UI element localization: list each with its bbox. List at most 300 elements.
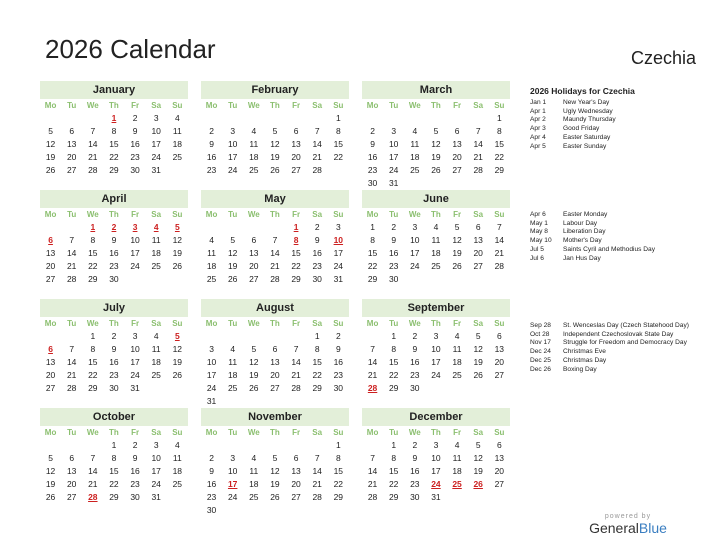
week-row bbox=[201, 125, 349, 138]
holiday-date: Apr 6 bbox=[530, 211, 546, 218]
day: 18 bbox=[172, 466, 183, 476]
day: 8 bbox=[496, 126, 502, 136]
day: 26 bbox=[172, 261, 183, 271]
week-row bbox=[362, 343, 510, 356]
day: 13 bbox=[291, 139, 301, 149]
day: 29 bbox=[109, 165, 119, 175]
day: 31 bbox=[151, 165, 161, 175]
holiday-item bbox=[530, 220, 700, 229]
empty-day bbox=[167, 382, 188, 395]
holiday-day: 17 bbox=[227, 479, 238, 489]
day: 30 bbox=[410, 383, 420, 393]
day: 27 bbox=[494, 479, 505, 489]
empty-day bbox=[286, 439, 307, 452]
day: 22 bbox=[88, 370, 98, 380]
holiday-item bbox=[530, 143, 700, 152]
day: 17 bbox=[410, 248, 420, 258]
day: 7 bbox=[496, 222, 502, 232]
week-row bbox=[362, 221, 510, 234]
day: 27 bbox=[45, 383, 56, 393]
empty-day bbox=[489, 491, 510, 504]
day: 16 bbox=[312, 248, 322, 258]
weekday-label: Su bbox=[333, 428, 344, 437]
day: 8 bbox=[90, 235, 96, 245]
holiday-date: May 10 bbox=[530, 237, 552, 245]
day: 27 bbox=[452, 165, 462, 175]
holiday-day: 25 bbox=[452, 479, 462, 489]
empty-day bbox=[362, 330, 383, 343]
day: 7 bbox=[293, 344, 299, 354]
weekday-label: Fr bbox=[131, 319, 140, 328]
weekday-label: Sa bbox=[312, 319, 323, 328]
day: 8 bbox=[314, 344, 320, 354]
day: 25 bbox=[431, 261, 441, 271]
day: 23 bbox=[206, 492, 217, 502]
day: 5 bbox=[230, 235, 236, 245]
week-row bbox=[201, 112, 349, 125]
week-row bbox=[201, 221, 349, 234]
day: 22 bbox=[388, 479, 399, 489]
weekday-header bbox=[40, 426, 188, 439]
weekday-label: Th bbox=[109, 319, 119, 328]
day: 30 bbox=[410, 492, 420, 502]
day: 25 bbox=[151, 261, 161, 271]
week-row bbox=[40, 138, 188, 151]
day: 12 bbox=[45, 466, 56, 476]
day: 13 bbox=[473, 235, 483, 245]
day: 6 bbox=[293, 126, 299, 136]
holiday-item bbox=[530, 246, 700, 255]
month-may bbox=[201, 190, 349, 286]
month-march bbox=[362, 81, 510, 190]
weekday-label: Su bbox=[172, 319, 183, 328]
day: 17 bbox=[206, 370, 217, 380]
day: 17 bbox=[227, 152, 238, 162]
day: 12 bbox=[270, 466, 280, 476]
empty-day bbox=[125, 273, 146, 286]
day: 21 bbox=[312, 152, 322, 162]
day: 2 bbox=[412, 440, 418, 450]
day: 2 bbox=[209, 453, 214, 463]
page-title: 2026 Calendar bbox=[45, 34, 216, 64]
day: 3 bbox=[412, 222, 418, 232]
day: 8 bbox=[335, 126, 341, 136]
weekday-label: Mo bbox=[44, 101, 57, 110]
day: 13 bbox=[494, 344, 505, 354]
day: 13 bbox=[249, 248, 259, 258]
holiday-name: Struggle for Freedom and Democracy Day bbox=[563, 339, 687, 347]
weekday-label: Su bbox=[494, 319, 505, 328]
week-row bbox=[201, 234, 349, 247]
holiday-day: 1 bbox=[111, 113, 117, 123]
day: 30 bbox=[206, 505, 217, 515]
day: 29 bbox=[291, 274, 301, 284]
day: 2 bbox=[209, 126, 214, 136]
day: 27 bbox=[270, 383, 280, 393]
weekday-label: Th bbox=[270, 101, 280, 110]
week-row bbox=[362, 234, 510, 247]
week-row bbox=[201, 491, 349, 504]
empty-day bbox=[222, 221, 243, 234]
weekday-label: Tu bbox=[228, 101, 238, 110]
month-july bbox=[40, 299, 188, 395]
day: 18 bbox=[151, 357, 161, 367]
month-header: October bbox=[40, 408, 188, 426]
holiday-name: Saints Cyril and Methodius Day bbox=[563, 245, 655, 253]
holiday-day: 28 bbox=[88, 492, 98, 502]
day: 21 bbox=[88, 152, 98, 162]
day: 9 bbox=[412, 453, 418, 463]
day: 13 bbox=[291, 466, 301, 476]
holidays-title: 2026 Holidays for Czechia bbox=[530, 86, 635, 96]
country-name: Czechia bbox=[630, 48, 696, 68]
empty-day bbox=[61, 439, 82, 452]
day: 16 bbox=[206, 152, 217, 162]
weekday-label: We bbox=[247, 101, 260, 110]
day: 9 bbox=[209, 139, 214, 149]
day: 21 bbox=[291, 370, 301, 380]
empty-day bbox=[307, 112, 328, 125]
empty-day bbox=[243, 395, 264, 408]
week-row bbox=[201, 478, 349, 491]
day: 11 bbox=[452, 344, 462, 354]
day: 14 bbox=[473, 139, 483, 149]
day: 12 bbox=[431, 139, 441, 149]
month-december bbox=[362, 408, 510, 504]
weekday-label: Mo bbox=[44, 319, 57, 328]
weekday-label: Tu bbox=[389, 319, 399, 328]
weekday-label: Sa bbox=[151, 428, 162, 437]
day: 30 bbox=[333, 383, 344, 393]
day: 8 bbox=[111, 126, 117, 136]
empty-day bbox=[489, 177, 510, 190]
weekday-label: We bbox=[408, 428, 421, 437]
weekday-label: Fr bbox=[131, 210, 140, 219]
day: 15 bbox=[333, 466, 344, 476]
weekday-header bbox=[40, 99, 188, 112]
day: 7 bbox=[69, 344, 75, 354]
day: 8 bbox=[90, 344, 96, 354]
holiday-name: Labour Day bbox=[563, 219, 598, 227]
week-row bbox=[362, 260, 510, 273]
brand-logo bbox=[588, 513, 668, 536]
day: 4 bbox=[454, 331, 460, 341]
weekday-header bbox=[201, 426, 349, 439]
month-september bbox=[362, 299, 510, 395]
day: 7 bbox=[314, 453, 320, 463]
month-header: November bbox=[201, 408, 349, 426]
day: 4 bbox=[251, 453, 257, 463]
day: 5 bbox=[475, 331, 481, 341]
weekday-label: Th bbox=[109, 101, 119, 110]
holiday-day: 24 bbox=[431, 479, 441, 489]
day: 19 bbox=[45, 479, 56, 489]
week-row bbox=[201, 382, 349, 395]
day: 10 bbox=[431, 344, 441, 354]
week-row bbox=[201, 164, 349, 177]
empty-day bbox=[40, 439, 61, 452]
week-row bbox=[40, 221, 188, 234]
week-row bbox=[362, 112, 510, 125]
weekday-header bbox=[201, 99, 349, 112]
empty-day bbox=[243, 330, 264, 343]
weekday-label: We bbox=[247, 210, 260, 219]
month-october bbox=[40, 408, 188, 504]
day: 26 bbox=[45, 165, 56, 175]
day: 23 bbox=[333, 370, 344, 380]
weekday-label: Fr bbox=[292, 428, 301, 437]
weekday-label: Th bbox=[431, 319, 441, 328]
day: 1 bbox=[111, 440, 117, 450]
day: 24 bbox=[151, 479, 161, 489]
day: 17 bbox=[130, 248, 140, 258]
day: 4 bbox=[174, 440, 180, 450]
holiday-date: May 8 bbox=[530, 228, 548, 236]
day: 16 bbox=[367, 152, 378, 162]
day: 21 bbox=[270, 261, 280, 271]
day: 18 bbox=[227, 370, 238, 380]
holiday-day: 1 bbox=[293, 222, 299, 232]
weekday-label: Tu bbox=[67, 319, 77, 328]
weekday-label: Su bbox=[172, 101, 183, 110]
powered-by-text: powered by bbox=[604, 513, 652, 520]
weekday-label: Sa bbox=[312, 428, 323, 437]
weekday-header bbox=[40, 208, 188, 221]
empty-day bbox=[61, 221, 82, 234]
week-row bbox=[40, 356, 188, 369]
weekday-label: Mo bbox=[205, 319, 218, 328]
week-row bbox=[201, 273, 349, 286]
day: 26 bbox=[270, 492, 280, 502]
holiday-name: Christmas Day bbox=[563, 356, 607, 364]
day: 30 bbox=[130, 492, 140, 502]
day: 21 bbox=[312, 479, 322, 489]
week-row bbox=[40, 151, 188, 164]
day: 18 bbox=[452, 357, 462, 367]
day: 17 bbox=[431, 466, 441, 476]
day: 25 bbox=[452, 370, 462, 380]
holiday-item bbox=[530, 339, 700, 348]
weekday-label: Th bbox=[109, 210, 119, 219]
weekday-label: Sa bbox=[151, 210, 162, 219]
day: 20 bbox=[494, 357, 505, 367]
holiday-name: Independent Czechoslovak State Day bbox=[563, 330, 674, 338]
day: 8 bbox=[335, 453, 341, 463]
week-row bbox=[40, 382, 188, 395]
weekday-label: Mo bbox=[366, 210, 379, 219]
day: 1 bbox=[370, 222, 375, 232]
day: 23 bbox=[312, 261, 322, 271]
week-row bbox=[362, 491, 510, 504]
day: 15 bbox=[291, 248, 301, 258]
empty-day bbox=[307, 439, 328, 452]
empty-day bbox=[40, 330, 61, 343]
holiday-date: Apr 3 bbox=[530, 125, 546, 133]
weekday-label: Mo bbox=[44, 428, 57, 437]
day: 23 bbox=[410, 370, 420, 380]
weekday-label: Tu bbox=[228, 428, 238, 437]
weekday-label: Su bbox=[333, 101, 344, 110]
week-row bbox=[201, 330, 349, 343]
day: 5 bbox=[48, 126, 53, 136]
empty-day bbox=[425, 382, 446, 395]
day: 24 bbox=[333, 261, 344, 271]
day: 11 bbox=[431, 235, 441, 245]
day: 27 bbox=[249, 274, 259, 284]
day: 16 bbox=[130, 139, 140, 149]
week-row bbox=[362, 138, 510, 151]
day: 7 bbox=[90, 453, 96, 463]
day: 7 bbox=[370, 344, 375, 354]
day: 25 bbox=[206, 274, 217, 284]
day: 14 bbox=[88, 139, 98, 149]
day: 7 bbox=[69, 235, 75, 245]
empty-day bbox=[201, 221, 222, 234]
day: 4 bbox=[433, 222, 439, 232]
day: 3 bbox=[335, 222, 341, 232]
day: 15 bbox=[367, 248, 378, 258]
day: 5 bbox=[48, 453, 53, 463]
day: 25 bbox=[151, 370, 161, 380]
empty-day bbox=[264, 112, 285, 125]
week-row bbox=[40, 125, 188, 138]
empty-day bbox=[307, 504, 328, 517]
day: 26 bbox=[270, 165, 280, 175]
day: 15 bbox=[333, 139, 344, 149]
day: 12 bbox=[227, 248, 238, 258]
holiday-date: Apr 1 bbox=[530, 107, 546, 115]
day: 14 bbox=[88, 466, 98, 476]
day: 28 bbox=[494, 261, 505, 271]
empty-day bbox=[40, 221, 61, 234]
empty-day bbox=[167, 273, 188, 286]
day: 16 bbox=[410, 466, 420, 476]
day: 20 bbox=[494, 466, 505, 476]
day: 11 bbox=[172, 453, 182, 463]
day: 19 bbox=[452, 248, 462, 258]
day: 19 bbox=[473, 466, 483, 476]
day: 6 bbox=[293, 453, 299, 463]
holiday-day: 10 bbox=[333, 235, 344, 245]
day: 22 bbox=[312, 370, 322, 380]
day: 14 bbox=[291, 357, 301, 367]
holiday-list-q3 bbox=[530, 322, 700, 374]
day: 2 bbox=[335, 331, 341, 341]
day: 20 bbox=[249, 261, 259, 271]
holiday-item bbox=[530, 366, 700, 375]
empty-day bbox=[82, 112, 103, 125]
day: 29 bbox=[388, 492, 399, 502]
day: 4 bbox=[174, 113, 180, 123]
holiday-list-q2 bbox=[530, 211, 700, 263]
day: 16 bbox=[333, 357, 344, 367]
day: 13 bbox=[452, 139, 462, 149]
day: 22 bbox=[333, 479, 344, 489]
day: 5 bbox=[272, 126, 278, 136]
empty-day bbox=[222, 504, 243, 517]
day: 22 bbox=[291, 261, 301, 271]
day: 15 bbox=[494, 139, 505, 149]
day: 11 bbox=[249, 139, 259, 149]
empty-day bbox=[201, 439, 222, 452]
empty-day bbox=[222, 112, 243, 125]
empty-day bbox=[61, 112, 82, 125]
empty-day bbox=[362, 439, 383, 452]
weekday-label: Sa bbox=[473, 101, 484, 110]
day: 9 bbox=[370, 139, 375, 149]
empty-day bbox=[286, 395, 307, 408]
week-row bbox=[362, 247, 510, 260]
day: 16 bbox=[109, 248, 119, 258]
empty-day bbox=[328, 164, 349, 177]
weekday-label: We bbox=[408, 101, 421, 110]
day: 9 bbox=[391, 235, 397, 245]
day: 17 bbox=[151, 466, 161, 476]
day: 2 bbox=[132, 113, 138, 123]
day: 18 bbox=[249, 152, 259, 162]
day: 21 bbox=[66, 261, 77, 271]
day: 17 bbox=[333, 248, 344, 258]
holiday-date: Sep 28 bbox=[530, 322, 551, 329]
day: 18 bbox=[452, 466, 462, 476]
week-row bbox=[362, 382, 510, 395]
day: 12 bbox=[473, 344, 483, 354]
week-row bbox=[40, 112, 188, 125]
empty-day bbox=[146, 382, 167, 395]
day: 17 bbox=[151, 139, 161, 149]
holiday-item bbox=[530, 255, 700, 264]
day: 6 bbox=[496, 331, 502, 341]
day: 1 bbox=[90, 331, 96, 341]
holiday-name: Easter Sunday bbox=[563, 142, 607, 150]
day: 12 bbox=[452, 235, 462, 245]
month-august bbox=[201, 299, 349, 408]
week-row bbox=[40, 247, 188, 260]
day: 19 bbox=[270, 152, 280, 162]
day: 25 bbox=[410, 165, 420, 175]
weekday-label: Mo bbox=[205, 210, 218, 219]
week-row bbox=[201, 369, 349, 382]
week-row bbox=[201, 439, 349, 452]
empty-day bbox=[468, 112, 489, 125]
day: 11 bbox=[151, 344, 161, 354]
weekday-label: Mo bbox=[366, 319, 379, 328]
day: 28 bbox=[312, 165, 322, 175]
day: 6 bbox=[69, 453, 75, 463]
week-row bbox=[201, 138, 349, 151]
day: 25 bbox=[172, 152, 183, 162]
month-header: June bbox=[362, 190, 510, 208]
weekday-label: We bbox=[86, 101, 99, 110]
holiday-date: Apr 2 bbox=[530, 116, 546, 124]
day: 3 bbox=[132, 331, 138, 341]
holiday-day: 1 bbox=[90, 222, 96, 232]
holiday-item bbox=[530, 116, 700, 125]
month-header: August bbox=[201, 299, 349, 317]
empty-day bbox=[82, 439, 103, 452]
weekday-label: We bbox=[86, 428, 99, 437]
empty-day bbox=[447, 491, 468, 504]
empty-day bbox=[362, 112, 383, 125]
day: 19 bbox=[172, 248, 183, 258]
weekday-label: Tu bbox=[67, 428, 77, 437]
day: 24 bbox=[431, 370, 441, 380]
holiday-item bbox=[530, 331, 700, 340]
holiday-item bbox=[530, 211, 700, 220]
weekday-header bbox=[201, 317, 349, 330]
weekday-label: Mo bbox=[44, 210, 57, 219]
weekday-label: Th bbox=[270, 319, 280, 328]
